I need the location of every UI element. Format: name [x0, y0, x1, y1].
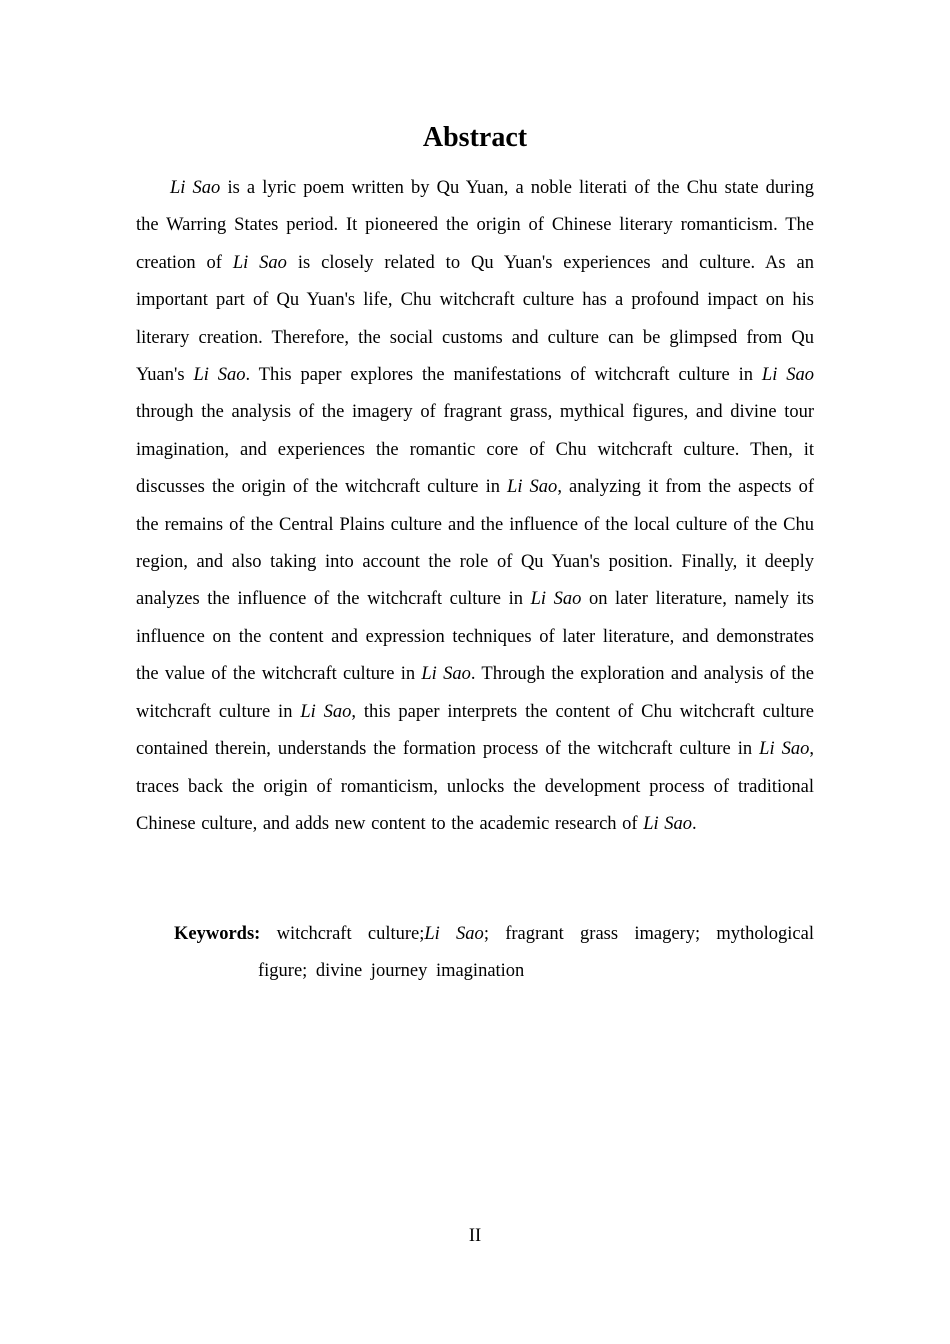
abstract-title-italic: Li Sao	[300, 701, 352, 722]
abstract-text: , traces back the origin of romanticism, unlocks the development process of traditional Chinese culture, and adds new content to the academic research of	[136, 739, 814, 834]
abstract-text: is closely related to Qu Yuan's experiences and culture. As an important part of Qu Yuan's life, Chu witchcraft culture has a profound impact on his literary creation. Therefore, the social customs and culture can be glimpsed from Qu Yuan's	[136, 252, 814, 386]
keywords-line	[174, 916, 814, 991]
abstract-text: is a lyric poem written by Qu Yuan, a noble literati of the Chu state during the Warring States period. It pioneered the origin of Chinese literary romanticism. The creation of	[136, 178, 814, 273]
abstract-title: Abstract	[422, 122, 528, 153]
abstract-title-italic: Li Sao	[170, 178, 221, 198]
abstract-text: . Through the exploration and analysis of the witchcraft culture in	[136, 664, 814, 722]
keyword-title-italic: Li Sao	[424, 924, 484, 944]
abstract-body	[136, 170, 814, 843]
abstract-title-italic: Li Sao	[759, 739, 810, 760]
keyword-text: witchcraft culture;	[260, 924, 425, 944]
page-number: II	[468, 1226, 482, 1246]
abstract-title-italic: Li Sao	[643, 813, 693, 834]
keywords-content	[258, 924, 814, 981]
keyword-text: ; fragrant grass imagery; mythological figure; divine journey imagination	[258, 924, 814, 982]
abstract-title-italic: Li Sao	[507, 477, 558, 498]
abstract-text: on later literature, namely its influence on the content and expression techniques of later literature, and demonstrates the value of the witchcraft culture in	[136, 589, 815, 685]
keywords-label: Keywords:	[174, 924, 261, 944]
abstract-title-italic: Li Sao	[530, 589, 582, 610]
abstract-title-italic: Li Sao	[761, 365, 814, 386]
abstract-title-italic: Li Sao	[232, 252, 287, 273]
abstract-text: . This paper explores the manifestations of witchcraft culture in	[245, 365, 762, 386]
abstract-text: , this paper interprets the content of Chu witchcraft culture contained therein, understands the formation process of the witchcraft culture in	[136, 701, 815, 760]
abstract-text: .	[692, 813, 697, 834]
abstract-text: , analyzing it from the aspects of the remains of the Central Plains culture and the influence of the local culture of the Chu region, and also taking into account the role of Qu Yuan's position. Finally, it deeply analyzes the influence of the witchcraft culture in	[136, 477, 815, 610]
abstract-text: through the analysis of the imagery of fragrant grass, mythical figures, and divine tour imagination, and experiences the romantic core of Chu witchcraft culture. Then, it discusses the origin of the witchcraft culture in	[136, 402, 814, 498]
abstract-title-italic: Li Sao	[421, 664, 471, 685]
abstract-title-italic: Li Sao	[193, 365, 246, 386]
